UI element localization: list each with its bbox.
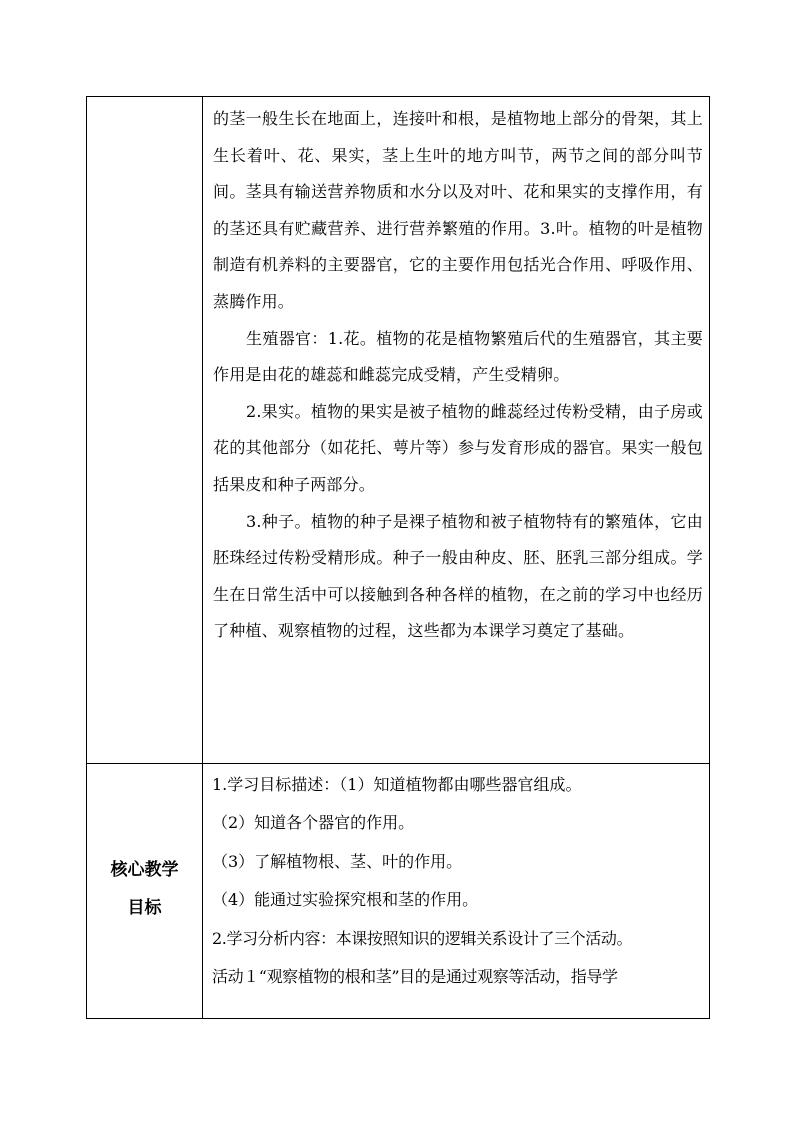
paragraph-stem-leaf: 的茎一般生长在地面上，连接叶和根，是植物地上部分的骨架，其上生长着叶、花、果实，茎上生叶的地方叫节，两节之间的部分叫节间。茎具有输送营养物质和水分以及对叶、花和果实的支撑作用，有的茎还具有贮藏营养、进行营养繁殖的作用。3.叶。植物的叶是植物制造有机养料的主要器官，它的主要作用包括光合作用、呼吸作用、蒸腾作用。 bbox=[213, 109, 703, 311]
row-label-cell bbox=[87, 764, 203, 1019]
paragraph-flower: 生殖器官：1.花。植物的花是植物繁殖后代的生殖器官，其主要作用是由花的雄蕊和雌蕊完成受精，产生受精卵。 bbox=[213, 328, 703, 385]
paragraph-fruit: 2.果实。植物的果实是被子植物的雌蕊经过传粉受精，由子房或花的其他部分（如花托、萼片等）参与发育形成的器官。果实一般包括果皮和种子两部分。 bbox=[213, 401, 703, 494]
table-row bbox=[87, 97, 710, 764]
goal-line-1: 1.学习目标描述：（1）知道植物都由哪些器官组成。 bbox=[212, 775, 582, 794]
row-label-core-goals: 核心教学目标 bbox=[110, 860, 179, 918]
goal-line-2: （2）知道各个器官的作用。 bbox=[212, 813, 415, 833]
goal-line-4: （4）能通过实验探究根和茎的作用。 bbox=[212, 890, 479, 910]
analysis-line-1: 2.学习分析内容：本课按照知识的逻辑关系设计了三个活动。 bbox=[212, 928, 633, 948]
row-label-cell bbox=[87, 97, 203, 764]
goal-line-3: （3）了解植物根、茎、叶的作用。 bbox=[212, 851, 463, 871]
paragraph-seed: 3.种子。植物的种子是裸子植物和被子植物特有的繁殖体，它由胚珠经过传粉受精形成。种子一般由种皮、胚、胚乳三部分组成。学生在日常生活中可以接触到各种各样的植物，在之前的学习中也经历了种植、观察植物的过程，这些都为本课学习奠定了基础。 bbox=[213, 511, 703, 641]
lesson-plan-table bbox=[86, 96, 710, 1019]
analysis-line-2: 活动１“观察植物的根和茎”目的是通过观察等活动，指导学 bbox=[212, 967, 618, 987]
content-cell bbox=[203, 97, 710, 764]
content-cell bbox=[203, 764, 710, 1019]
table-row bbox=[87, 764, 710, 1019]
